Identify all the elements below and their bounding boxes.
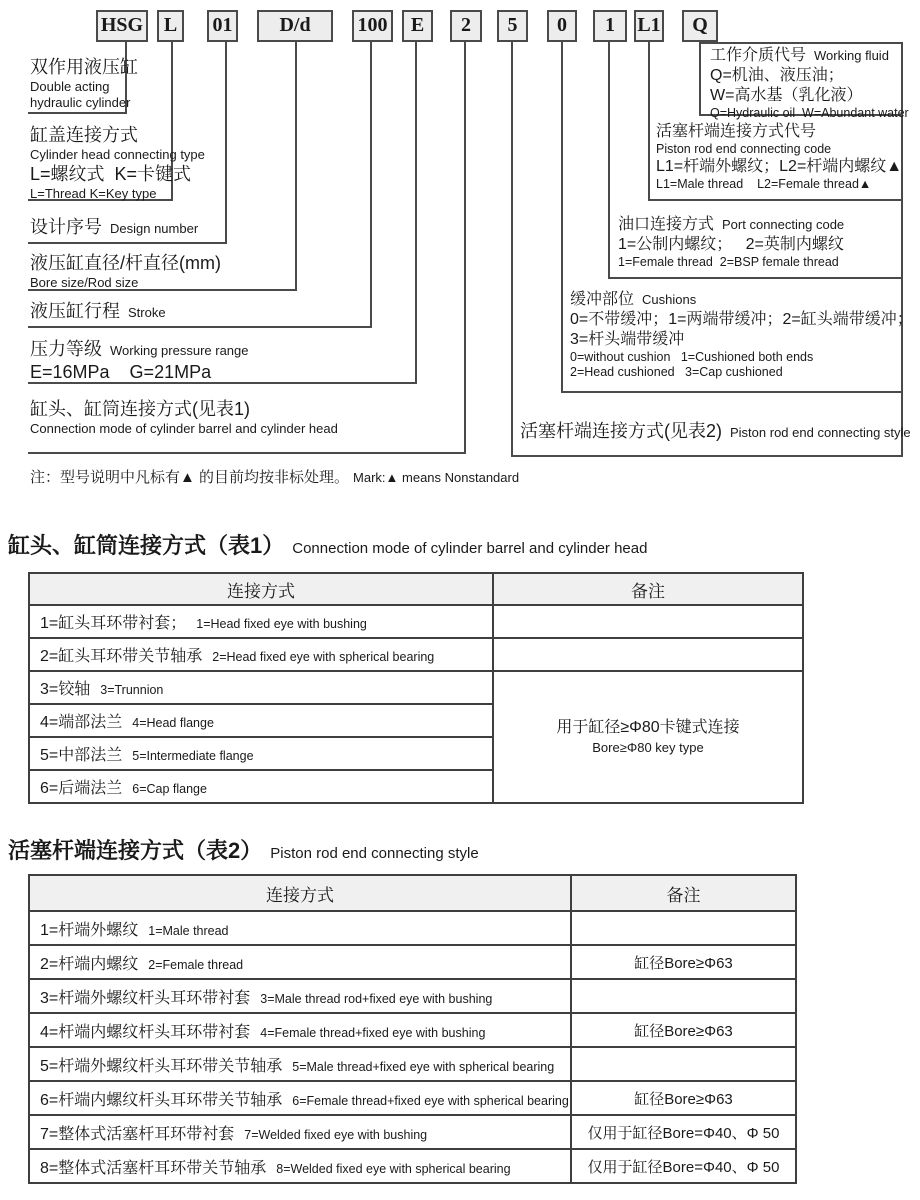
table-cell (29, 911, 571, 945)
table-row (29, 911, 796, 945)
header-cell: 连接方式 (29, 573, 493, 605)
nonstandard-note (30, 466, 519, 487)
cell-en: 8=Welded fixed eye with spherical bearing (276, 1161, 511, 1176)
cell-en: 3=Male thread rod+fixed eye with bushing (260, 991, 493, 1006)
table-header-row (29, 875, 796, 911)
cell-en: 4=Female thread+fixed eye with bushing (260, 1025, 486, 1040)
code-box-design-no: 01 (207, 10, 238, 42)
cell-zh: 2=缸头耳环带关节轴承 (40, 648, 203, 665)
label-line (710, 46, 909, 66)
label-bore-rod (30, 252, 221, 291)
table2-rod-end-style (28, 874, 797, 1184)
label-en: Working pressure range (110, 343, 249, 358)
connector-line (415, 40, 417, 383)
label-zh: 0=不带缓冲；1=两端带缓冲；2=缸头端带缓冲； (570, 311, 913, 328)
connector-line (511, 455, 903, 457)
label-en: Design number (110, 221, 199, 236)
label-en: Piston rod end connecting style (730, 425, 911, 440)
label-rod-end-style (520, 420, 911, 443)
table1-connection-mode (28, 572, 804, 804)
connector-line (28, 242, 227, 244)
table-cell-merged-remark (493, 671, 803, 803)
code-box-head-type: L (157, 10, 184, 42)
table-row (29, 671, 803, 704)
cell-en: 6=Cap flange (132, 782, 207, 796)
cell-en: 3=Trunnion (100, 683, 164, 697)
remark-en: Bore≥Φ80 key type (592, 740, 704, 755)
label-line (570, 290, 913, 310)
code-box-port: 1 (593, 10, 627, 42)
code-box-bore-rod: D/d (257, 10, 333, 42)
cell-zh: 1=杆端外螺纹 (40, 921, 139, 939)
table-cell (29, 945, 571, 979)
label-zh: 油口连接方式 (618, 216, 715, 233)
table-cell (29, 1047, 571, 1081)
cell-en: 2=Female thread (148, 957, 244, 972)
cell-en: 4=Head flange (132, 716, 214, 730)
label-zh: 液压缸行程 (30, 301, 120, 321)
table-cell (571, 979, 796, 1013)
table2-title-en: Piston rod end connecting style (270, 845, 479, 862)
label-head-connect (30, 124, 205, 202)
label-en: Stroke (128, 305, 166, 320)
table2-title-zh: 活塞杆端连接方式（表2） (8, 838, 263, 863)
connector-line (699, 40, 701, 115)
connector-line (699, 42, 903, 44)
table-cell (29, 1149, 571, 1183)
connector-line (295, 40, 297, 290)
label-zh: Q=机油、液压油； (710, 67, 844, 84)
connector-line (608, 40, 610, 278)
label-zh: W=高水基（乳化液） (710, 87, 863, 104)
table-cell: 仅用于缸径Bore=Φ40、Φ 50 (571, 1115, 796, 1149)
cell-en: 1=Head fixed eye with bushing (196, 617, 367, 631)
label-zh: 1=公制内螺纹； 2=英制内螺纹 (618, 236, 844, 253)
connector-line (648, 199, 903, 201)
connector-line (561, 40, 563, 392)
cell-zh: 4=端部法兰 (40, 714, 123, 731)
label-en: Double acting (30, 79, 110, 94)
cell-en: 1=Male thread (148, 923, 229, 938)
label-line (618, 215, 844, 235)
label-en: Piston rod end connecting code (656, 142, 832, 156)
header-cell: 连接方式 (29, 875, 571, 911)
label-en: 1=Female thread 2=BSP female thread (618, 255, 839, 269)
table-cell (493, 638, 803, 671)
connector-line (608, 277, 903, 279)
cell-zh: 5=中部法兰 (40, 747, 123, 764)
cell-zh: 8=整体式活塞杆耳环带关节轴承 (40, 1159, 267, 1177)
table-row (29, 1081, 796, 1115)
header-cell: 备注 (493, 573, 803, 605)
label-line (30, 338, 249, 361)
label-zh: 压力等级 (30, 339, 102, 359)
table-row (29, 1047, 796, 1081)
table-cell (29, 1115, 571, 1149)
label-en: Working fluid (814, 48, 889, 63)
label-en: Bore size/Rod size (30, 275, 139, 290)
note-en: Mark:▲ means Nonstandard (353, 470, 520, 485)
label-en: Connection mode of cylinder barrel and cylinder head (30, 421, 338, 436)
cell-zh: 3=杆端外螺纹杆头耳环带衬套 (40, 989, 251, 1007)
label-zh: 活塞杆端连接方式代号 (656, 123, 817, 140)
label-zh: 活塞杆端连接方式(见表2) (520, 421, 722, 441)
cell-zh: 7=整体式活塞杆耳环带衬套 (40, 1125, 235, 1143)
label-en: L=Thread K=Key type (30, 186, 157, 201)
code-box-series: HSG (96, 10, 148, 42)
cell-zh: 2=杆端内螺纹 (40, 955, 139, 973)
label-cushions (570, 290, 913, 380)
table-row (29, 605, 803, 638)
connector-line (225, 40, 227, 243)
table-row (29, 1013, 796, 1047)
table-row (29, 945, 796, 979)
connector-line (464, 40, 466, 453)
table-cell (29, 1081, 571, 1115)
table-cell (571, 1047, 796, 1081)
table-cell: 缸径Bore≥Φ63 (571, 1081, 796, 1115)
label-working-fluid (710, 46, 909, 121)
cell-zh: 6=后端法兰 (40, 780, 123, 797)
label-zh: E=16MPa G=21MPa (30, 362, 212, 382)
code-box-rod-end-style: 5 (497, 10, 528, 42)
table-cell (493, 605, 803, 638)
table-cell (29, 737, 493, 770)
cell-zh: 4=杆端内螺纹杆头耳环带衬套 (40, 1023, 251, 1041)
table-cell: 缸径Bore≥Φ63 (571, 1013, 796, 1047)
code-box-rod-end-code: L1 (634, 10, 664, 42)
connector-line (28, 452, 466, 454)
label-double-acting (30, 56, 138, 111)
code-box-stroke: 100 (352, 10, 393, 42)
label-en: 2=Head cushioned 3=Cap cushioned (570, 365, 783, 379)
label-design-number (30, 216, 198, 239)
label-zh: 缸头、缸筒连接方式(见表1) (30, 399, 250, 419)
table-cell (571, 911, 796, 945)
table-cell: 仅用于缸径Bore=Φ40、Φ 50 (571, 1149, 796, 1183)
label-en: L1=Male thread L2=Female thread▲ (656, 177, 872, 191)
table-cell (29, 704, 493, 737)
table-cell (29, 1013, 571, 1047)
cell-en: 5=Male thread+fixed eye with spherical bearing (292, 1059, 555, 1074)
connector-line (28, 112, 127, 114)
connector-line (511, 40, 513, 455)
table-cell (29, 979, 571, 1013)
label-zh: 缸盖连接方式 (30, 125, 138, 145)
label-en: Port connecting code (722, 217, 845, 232)
table-cell (29, 638, 493, 671)
label-zh: 工作介质代号 (710, 47, 807, 64)
label-zh: 液压缸直径/杆直径(mm) (30, 253, 221, 273)
table-cell (29, 770, 493, 803)
label-zh: 缓冲部位 (570, 291, 635, 308)
cell-en: 5=Intermediate flange (132, 749, 254, 763)
table1-title (8, 529, 647, 560)
cell-zh: 6=杆端内螺纹杆头耳环带关节轴承 (40, 1091, 283, 1109)
code-box-pressure: E (402, 10, 433, 42)
label-zh: L1=杆端外螺纹；L2=杆端内螺纹▲ (656, 158, 903, 175)
table-row (29, 1149, 796, 1183)
table-cell (29, 605, 493, 638)
label-zh: 双作用液压缸 (30, 57, 138, 77)
note-zh: 注：型号说明中凡标有▲ 的目前均按非标处理。 (30, 469, 350, 486)
label-port-connect (618, 215, 844, 270)
code-box-fluid: Q (682, 10, 718, 42)
header-cell: 备注 (571, 875, 796, 911)
label-zh: 设计序号 (30, 217, 102, 237)
connector-line (648, 40, 650, 200)
label-rod-end-code (656, 122, 902, 192)
connector-line (561, 391, 903, 393)
table1-title-en: Connection mode of cylinder barrel and cylinder head (292, 540, 648, 557)
label-barrel-head (30, 398, 338, 437)
label-en: Cylinder head connecting type (30, 147, 205, 162)
table-row (29, 638, 803, 671)
cell-zh: 3=铰轴 (40, 681, 91, 698)
label-stroke (30, 300, 166, 323)
table-row (29, 1115, 796, 1149)
table-cell: 缸径Bore≥Φ63 (571, 945, 796, 979)
table2-title (8, 834, 479, 865)
table-cell (29, 671, 493, 704)
connector-line (28, 326, 372, 328)
label-en: hydraulic cylinder (30, 95, 131, 110)
label-pressure (30, 338, 249, 384)
label-en: 0=without cushion 1=Cushioned both ends (570, 350, 814, 364)
label-en: Q=Hydraulic oil W=Abundant water (710, 106, 909, 120)
cell-en: 2=Head fixed eye with spherical bearing (212, 650, 435, 664)
label-zh: L=螺纹式 K=卡键式 (30, 164, 192, 184)
table1-title-zh: 缸头、缸筒连接方式（表1） (8, 533, 285, 558)
connector-line (370, 40, 372, 327)
remark-zh: 用于缸径≥Φ80卡键式连接 (556, 719, 740, 736)
cell-en: 7=Welded fixed eye with bushing (244, 1127, 428, 1142)
table-row (29, 979, 796, 1013)
cell-en: 6=Female thread+fixed eye with spherical bearing (292, 1093, 569, 1108)
cell-zh: 1=缸头耳环带衬套； (40, 615, 187, 632)
table-header-row (29, 573, 803, 605)
label-en: Cushions (642, 292, 697, 307)
code-box-barrel-head: 2 (450, 10, 482, 42)
cell-zh: 5=杆端外螺纹杆头耳环带关节轴承 (40, 1057, 283, 1075)
label-zh: 3=杆头端带缓冲 (570, 331, 685, 348)
code-box-cushion: 0 (547, 10, 577, 42)
